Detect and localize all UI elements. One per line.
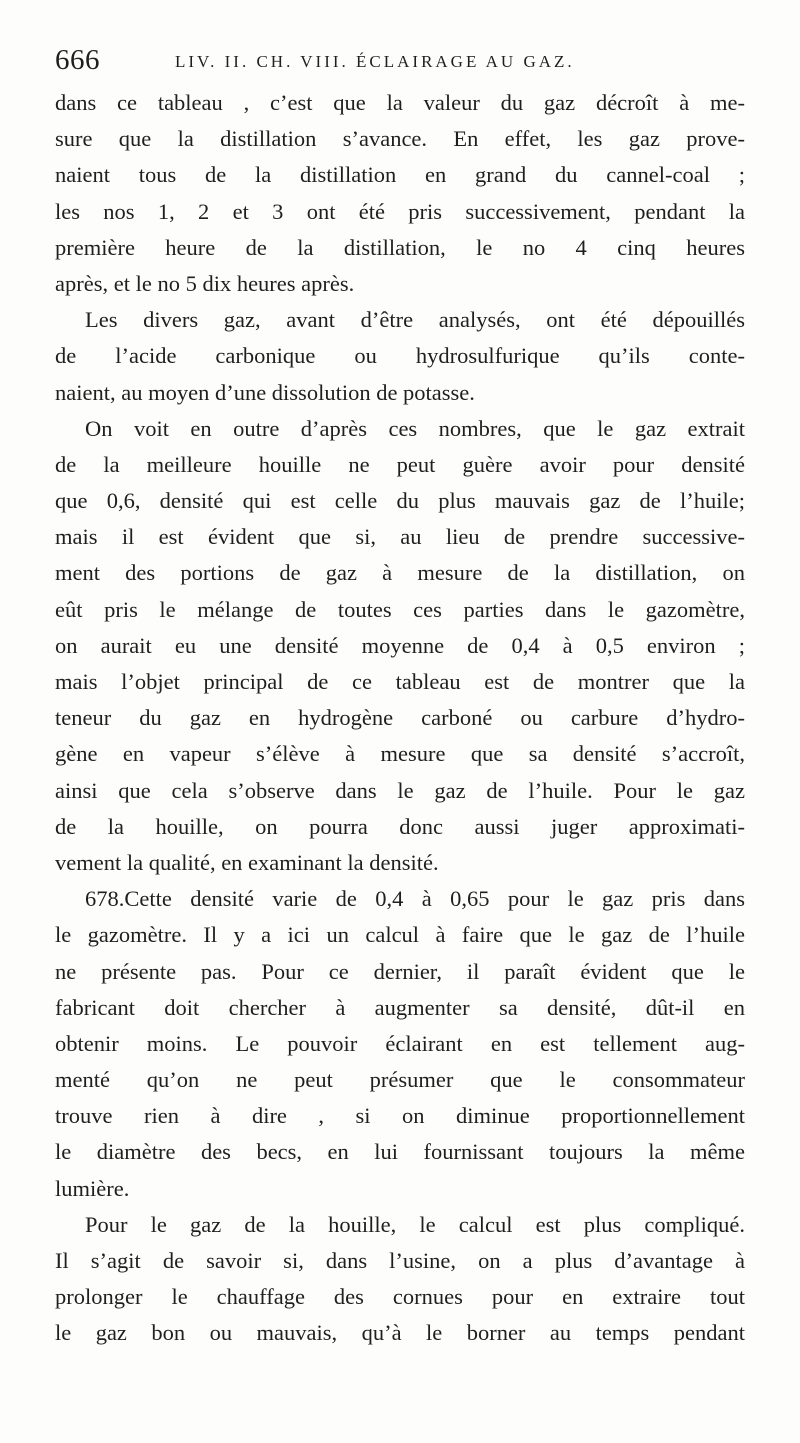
text-line: les nos 1, 2 et 3 ont été pris successivement, pendant la <box>55 198 745 224</box>
text-line: dans ce tableau , c’est que la valeur du gaz décroît à me- <box>55 90 745 115</box>
text-line: 678.Cette densité varie de 0,4 à 0,65 pour le gaz pris dans <box>85 886 745 912</box>
body-text <box>55 85 745 1352</box>
text-line: de la meilleure houille ne peut guère avoir pour densité <box>55 451 745 477</box>
text-line: mais l’objet principal de ce tableau est de montrer que la <box>55 669 745 694</box>
text-line: on aurait eu une densité moyenne de 0,4 à 0,5 environ ; <box>55 632 745 658</box>
text-line: teneur du gaz en hydrogène carboné ou carbure d’hydro- <box>55 705 745 731</box>
text-line: trouve rien à dire , si on diminue proportionnellement <box>55 1103 745 1129</box>
text-line: après, et le no 5 dix heures après. <box>55 270 355 296</box>
text-line: le diamètre des becs, en lui fournissant toujours la même <box>55 1139 745 1165</box>
text-line: gène en vapeur s’élève à mesure que sa densité s’accroît, <box>55 741 745 767</box>
text-line: sure que la distillation s’avance. En effet, les gaz prove- <box>55 126 745 152</box>
text-line: que 0,6, densité qui est celle du plus mauvais gaz de l’huile; <box>55 488 745 514</box>
page-number: 666 <box>55 44 100 76</box>
text-line: Les divers gaz, avant d’être analysés, ont été dépouillés <box>85 307 745 333</box>
text-line: première heure de la distillation, le no 4 cinq heures <box>55 234 745 260</box>
text-line: obtenir moins. Le pouvoir éclairant en est tellement aug- <box>55 1030 745 1056</box>
text-line: ne présente pas. Pour ce dernier, il paraît évident que le <box>55 958 745 984</box>
text-line: le gazomètre. Il y a ici un calcul à faire que le gaz de l’huile <box>55 922 745 948</box>
text-line: le gaz bon ou mauvais, qu’à le borner au temps pendant <box>55 1320 745 1346</box>
page-header <box>55 44 745 84</box>
text-line: fabricant doit chercher à augmenter sa densité, dût-il en <box>55 994 745 1020</box>
text-line: ment des portions de gaz à mesure de la distillation, on <box>55 560 745 586</box>
text-line: menté qu’on ne peut présumer que le consommateur <box>55 1067 745 1093</box>
text-line: naient tous de la distillation en grand du cannel-coal ; <box>55 162 745 188</box>
text-line: Pour le gaz de la houille, le calcul est plus compliqué. <box>85 1211 745 1237</box>
text-line: de l’acide carbonique ou hydrosulfurique qu’ils conte- <box>55 343 745 369</box>
text-line: On voit en outre d’après ces nombres, que le gaz extrait <box>85 415 745 441</box>
text-line: prolonger le chauffage des cornues pour en extraire tout <box>55 1284 745 1310</box>
text-line: Il s’agit de savoir si, dans l’usine, on a plus d’avantage à <box>55 1248 745 1273</box>
text-line: naient, au moyen d’une dissolution de potasse. <box>55 379 475 405</box>
running-head: LIV. II. CH. VIII. ÉCLAIRAGE AU GAZ. <box>175 52 575 71</box>
text-line: eût pris le mélange de toutes ces parties dans le gazomètre, <box>55 596 745 622</box>
text-line: ainsi que cela s’observe dans le gaz de l’huile. Pour le gaz <box>55 777 745 803</box>
text-line: mais il est évident que si, au lieu de prendre successive- <box>55 524 745 550</box>
text-line: de la houille, on pourra donc aussi juger approximati- <box>55 813 745 839</box>
text-line: vement la qualité, en examinant la densité. <box>55 849 439 875</box>
text-line: lumière. <box>55 1175 130 1201</box>
